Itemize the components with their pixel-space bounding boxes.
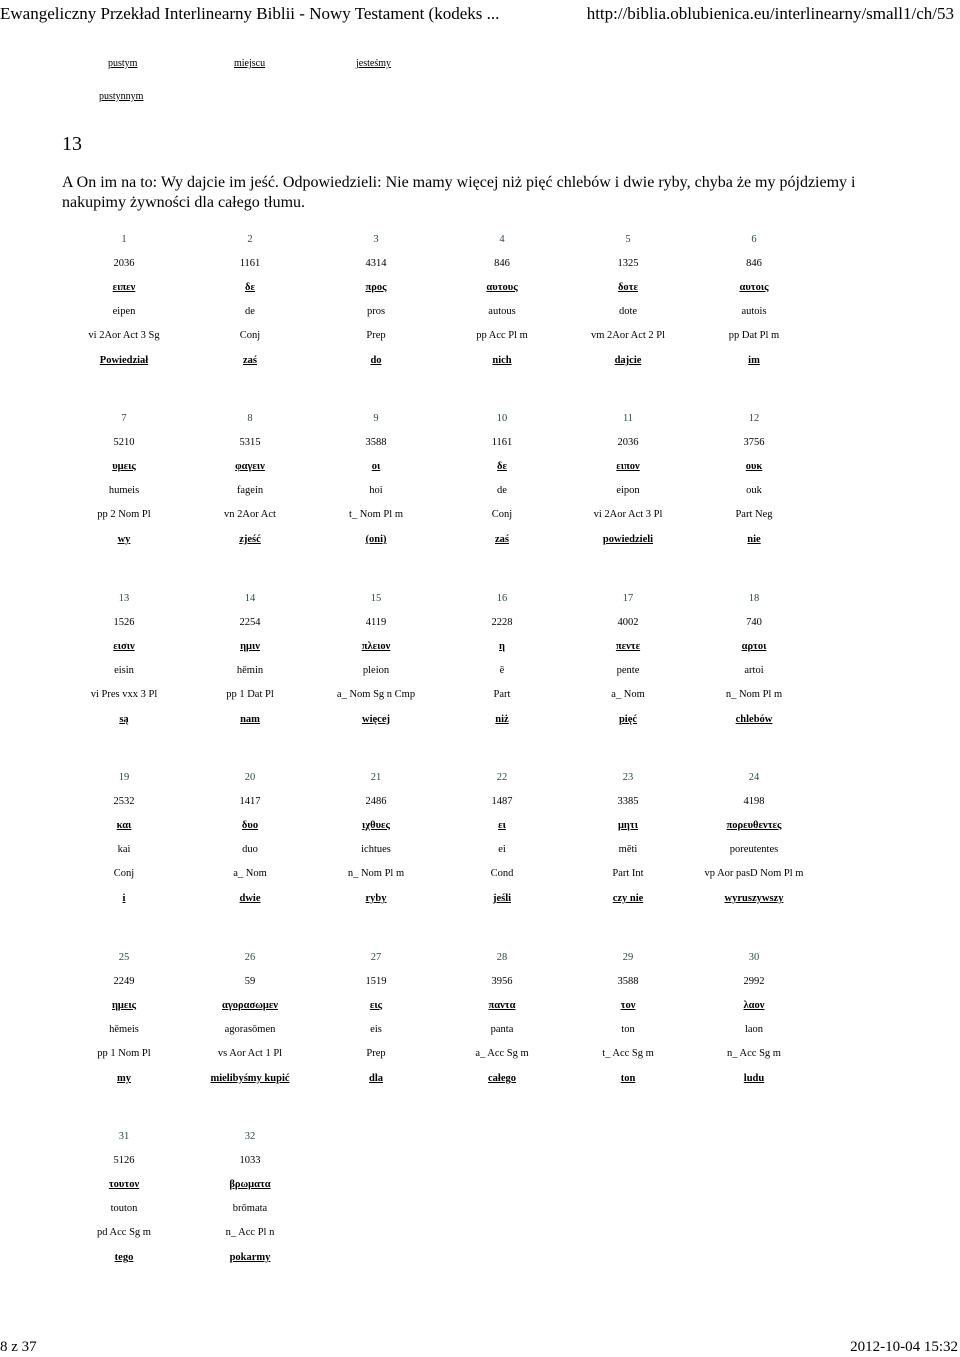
morphology: n_ Acc Pl n xyxy=(225,1227,275,1238)
polish-word-link[interactable]: chlebów xyxy=(735,714,773,725)
strong-number: 2249 xyxy=(113,976,135,987)
polish-word-link[interactable]: powiedzieli xyxy=(602,534,654,545)
word-position: 26 xyxy=(244,952,256,963)
greek-word-link[interactable]: ημιν xyxy=(240,641,260,652)
greek-word-link[interactable]: δυο xyxy=(241,820,259,831)
strong-number: 846 xyxy=(746,258,762,269)
word-position: 13 xyxy=(118,593,130,604)
morphology: a_ Nom xyxy=(233,868,267,879)
transliteration: eipon xyxy=(616,485,640,496)
polish-word-link[interactable]: ludu xyxy=(743,1073,765,1084)
polish-word-link[interactable]: dajcie xyxy=(614,355,642,366)
greek-word-link[interactable]: πεντε xyxy=(615,641,641,652)
strong-number: 1033 xyxy=(239,1155,261,1166)
morphology: vp Aor pasD Nom Pl m xyxy=(704,868,804,879)
greek-word-link[interactable]: προς xyxy=(365,282,387,293)
word-position: 18 xyxy=(748,593,760,604)
morphology: n_ Acc Sg m xyxy=(727,1048,781,1059)
polish-word-link[interactable]: ton xyxy=(620,1073,636,1084)
transliteration: humeis xyxy=(108,485,140,496)
polish-word-link[interactable]: nich xyxy=(492,355,512,366)
polish-word-link[interactable]: pięć xyxy=(618,714,638,725)
greek-word-link[interactable]: πορευθεντες xyxy=(726,820,782,831)
polish-word-link[interactable]: tego xyxy=(114,1252,134,1263)
strong-number: 3588 xyxy=(365,437,387,448)
word-position: 1 xyxy=(121,234,127,245)
greek-word-link[interactable]: μητι xyxy=(617,820,638,831)
polish-word-link[interactable]: wy xyxy=(117,534,131,545)
strong-number: 740 xyxy=(746,617,762,628)
morphology: Part xyxy=(493,689,511,700)
morphology: pp 1 Nom Pl xyxy=(97,1048,151,1059)
word-position: 12 xyxy=(748,413,760,424)
polish-word-link[interactable]: więcej xyxy=(362,714,390,725)
word-position: 2 xyxy=(247,234,253,245)
word-position: 32 xyxy=(244,1131,256,1142)
word-position: 8 xyxy=(247,413,253,424)
strong-number: 1417 xyxy=(239,796,261,807)
transliteration: hoi xyxy=(369,485,383,496)
transliteration: artoi xyxy=(744,665,764,676)
word-position: 20 xyxy=(244,772,256,783)
strong-number: 4002 xyxy=(617,617,639,628)
word-position: 21 xyxy=(370,772,382,783)
greek-word-link[interactable]: δε xyxy=(245,282,255,293)
strong-number: 2228 xyxy=(491,617,513,628)
polish-word-link[interactable]: całego xyxy=(488,1073,516,1084)
greek-word-link[interactable]: και xyxy=(116,820,132,831)
transliteration: mēti xyxy=(618,844,638,855)
word-position: 17 xyxy=(622,593,634,604)
morphology: Cond xyxy=(490,868,514,879)
word-position: 7 xyxy=(121,413,127,424)
polish-word-link[interactable]: do xyxy=(370,355,382,366)
transliteration: pros xyxy=(366,306,386,317)
strong-number: 2036 xyxy=(617,437,639,448)
greek-word-link[interactable]: ιχθυες xyxy=(362,820,390,831)
strong-number: 3756 xyxy=(743,437,765,448)
morphology: vn 2Aor Act xyxy=(224,509,276,520)
polish-word-link[interactable]: czy nie xyxy=(612,893,644,904)
greek-word-link[interactable]: ειπεν xyxy=(112,282,136,293)
word-position: 19 xyxy=(118,772,130,783)
word-position: 29 xyxy=(622,952,634,963)
previous-word-link[interactable]: jesteśmy xyxy=(356,58,391,69)
polish-word-link[interactable]: im xyxy=(748,355,760,366)
word-position: 22 xyxy=(496,772,508,783)
word-position: 23 xyxy=(622,772,634,783)
morphology: Conj xyxy=(239,330,261,341)
greek-word-link[interactable]: πλειον xyxy=(361,641,391,652)
polish-word-link[interactable]: zaś xyxy=(495,534,509,545)
polish-word-link[interactable]: jeśli xyxy=(492,893,512,904)
morphology: pp 1 Dat Pl xyxy=(226,689,274,700)
strong-number: 2254 xyxy=(239,617,261,628)
word-position: 31 xyxy=(118,1131,130,1142)
strong-number: 1161 xyxy=(239,258,261,269)
verse-text: A On im na to: Wy dajcie im jeść. Odpowiedzieli: Nie mamy więcej niż pięć chlebów i dwie ryby, chyba że my pójdziemy i nakupimy żywności dla całego tłumu. xyxy=(62,174,856,211)
transliteration: eisin xyxy=(114,665,134,676)
morphology: a_ Nom Sg n Cmp xyxy=(336,689,416,700)
strong-number: 1325 xyxy=(617,258,639,269)
print-datetime: 2012-10-04 15:32 xyxy=(850,1339,958,1355)
transliteration: hēmin xyxy=(236,665,264,676)
polish-word-link[interactable]: mielibyśmy kupić xyxy=(210,1073,290,1084)
strong-number: 1487 xyxy=(491,796,513,807)
word-position: 11 xyxy=(622,413,634,424)
word-position: 5 xyxy=(625,234,631,245)
morphology: t_ Acc Sg m xyxy=(602,1048,654,1059)
morphology: a_ Nom xyxy=(611,689,645,700)
morphology: vs Aor Act 1 Pl xyxy=(217,1048,283,1059)
transliteration: fagein xyxy=(236,485,264,496)
transliteration: poreutentes xyxy=(729,844,779,855)
polish-word-link[interactable]: ryby xyxy=(365,893,387,904)
polish-word-link[interactable]: nam xyxy=(240,714,260,725)
greek-word-link[interactable]: αρτοι xyxy=(741,641,767,652)
morphology: Prep xyxy=(366,330,386,341)
morphology: pp 2 Nom Pl xyxy=(97,509,151,520)
polish-word-link[interactable]: zjeść xyxy=(239,534,261,545)
word-position: 4 xyxy=(499,234,505,245)
greek-word-link[interactable]: η xyxy=(499,641,505,652)
transliteration: eipen xyxy=(112,306,136,317)
strong-number: 3956 xyxy=(491,976,513,987)
word-position: 24 xyxy=(748,772,760,783)
transliteration: touton xyxy=(110,1203,138,1214)
transliteration: dote xyxy=(618,306,638,317)
transliteration: hēmeis xyxy=(109,1024,139,1035)
morphology: Part Int xyxy=(612,868,644,879)
transliteration: pleion xyxy=(362,665,390,676)
greek-word-link[interactable]: αυτους xyxy=(486,282,518,293)
word-position: 27 xyxy=(370,952,382,963)
morphology: Part Neg xyxy=(735,509,773,520)
previous-word-link[interactable]: miejscu xyxy=(234,58,266,69)
polish-word-link[interactable]: dwie xyxy=(239,893,261,904)
greek-word-link[interactable]: δοτε xyxy=(617,282,639,293)
transliteration: ichtues xyxy=(361,844,391,855)
polish-word-link[interactable]: my xyxy=(117,1073,131,1084)
polish-word-link[interactable]: i xyxy=(122,893,126,904)
strong-number: 1161 xyxy=(491,437,513,448)
word-position: 10 xyxy=(496,413,508,424)
strong-number: 2486 xyxy=(365,796,387,807)
strong-number: 4119 xyxy=(365,617,387,628)
transliteration: eis xyxy=(370,1024,382,1035)
polish-word-link[interactable]: dla xyxy=(368,1073,383,1084)
polish-word-link[interactable]: są xyxy=(119,714,129,725)
polish-word-link[interactable]: zaś xyxy=(243,355,257,366)
greek-word-link[interactable]: παντα xyxy=(488,1000,516,1011)
polish-word-link[interactable]: niż xyxy=(495,714,509,725)
word-position: 16 xyxy=(496,593,508,604)
morphology: vi Pres vxx 3 Pl xyxy=(90,689,158,700)
polish-word-link[interactable]: pokarmy xyxy=(229,1252,271,1263)
word-position: 15 xyxy=(370,593,382,604)
polish-word-link[interactable]: Powiedział xyxy=(99,355,149,366)
previous-word-link[interactable]: pustym xyxy=(108,58,138,69)
transliteration: agorasōmen xyxy=(224,1024,276,1035)
strong-number: 4314 xyxy=(365,258,387,269)
morphology: pp Acc Pl m xyxy=(476,330,528,341)
transliteration: ouk xyxy=(746,485,762,496)
word-position: 30 xyxy=(748,952,760,963)
transliteration: autous xyxy=(488,306,516,317)
strong-number: 2036 xyxy=(113,258,135,269)
greek-word-link[interactable]: βρωματα xyxy=(229,1179,271,1190)
greek-word-link[interactable]: δε xyxy=(497,461,507,472)
transliteration: de xyxy=(497,485,507,496)
greek-word-link[interactable]: ει xyxy=(498,820,506,831)
greek-word-link[interactable]: ειπον xyxy=(616,461,640,472)
page-counter: 8 z 37 xyxy=(0,1339,37,1355)
greek-word-link[interactable]: λαον xyxy=(743,1000,765,1011)
morphology: Prep xyxy=(366,1048,386,1059)
transliteration: duo xyxy=(242,844,258,855)
transliteration: ē xyxy=(499,665,505,676)
page-url: http://biblia.oblubienica.eu/interlinearny/small1/ch/53 xyxy=(586,4,954,23)
greek-word-link[interactable]: εισιν xyxy=(113,641,135,652)
strong-number: 1526 xyxy=(113,617,135,628)
greek-word-link[interactable]: αυτοις xyxy=(739,282,769,293)
strong-number: 1519 xyxy=(365,976,387,987)
greek-word-link[interactable]: υμεις xyxy=(112,461,136,472)
greek-word-link[interactable]: ουκ xyxy=(745,461,763,472)
greek-word-link[interactable]: τον xyxy=(620,1000,636,1011)
greek-word-link[interactable]: αγορασωμεν xyxy=(221,1000,279,1011)
strong-number: 5210 xyxy=(113,437,135,448)
morphology: a_ Acc Sg m xyxy=(475,1048,529,1059)
greek-word-link[interactable]: φαγειν xyxy=(235,461,265,472)
strong-number: 2532 xyxy=(113,796,135,807)
strong-number: 59 xyxy=(244,976,256,987)
transliteration: panta xyxy=(490,1024,514,1035)
polish-word-link[interactable]: nie xyxy=(747,534,761,545)
morphology: pd Acc Sg m xyxy=(97,1227,151,1238)
morphology: vi 2Aor Act 3 Pl xyxy=(593,509,663,520)
morphology: t_ Nom Pl m xyxy=(349,509,403,520)
greek-word-link[interactable]: ημεις xyxy=(111,1000,137,1011)
strong-number: 2992 xyxy=(743,976,765,987)
polish-word-link[interactable]: wyruszywszy xyxy=(724,893,784,904)
morphology: pp Dat Pl m xyxy=(728,330,780,341)
transliteration: autois xyxy=(741,306,767,317)
morphology: Conj xyxy=(113,868,135,879)
greek-word-link[interactable]: οι xyxy=(371,461,381,472)
transliteration: pente xyxy=(616,665,640,676)
word-position: 9 xyxy=(373,413,379,424)
transliteration: brōmata xyxy=(232,1203,268,1214)
strong-number: 5126 xyxy=(113,1155,135,1166)
word-position: 28 xyxy=(496,952,508,963)
verse-number: 13 xyxy=(62,133,82,155)
strong-number: 846 xyxy=(494,258,510,269)
transliteration: ei xyxy=(498,844,506,855)
word-position: 14 xyxy=(244,593,256,604)
word-position: 3 xyxy=(373,234,379,245)
greek-word-link[interactable]: εις xyxy=(369,1000,383,1011)
transliteration: kai xyxy=(117,844,131,855)
morphology: n_ Nom Pl m xyxy=(725,689,783,700)
strong-number: 3385 xyxy=(617,796,639,807)
morphology: vm 2Aor Act 2 Pl xyxy=(590,330,666,341)
transliteration: laon xyxy=(744,1024,764,1035)
greek-word-link[interactable]: τουτον xyxy=(108,1179,140,1190)
strong-number: 3588 xyxy=(617,976,639,987)
morphology: n_ Nom Pl m xyxy=(347,868,405,879)
polish-word-link[interactable]: (oni) xyxy=(365,534,387,545)
strong-number: 4198 xyxy=(743,796,765,807)
morphology: vi 2Aor Act 3 Sg xyxy=(88,330,160,341)
strong-number: 5315 xyxy=(239,437,261,448)
transliteration: de xyxy=(245,306,255,317)
morphology: Conj xyxy=(491,509,513,520)
transliteration: ton xyxy=(621,1024,635,1035)
word-position: 25 xyxy=(118,952,130,963)
previous-word-link[interactable]: pustynnym xyxy=(99,91,144,102)
word-position: 6 xyxy=(751,234,757,245)
page-title: Ewangeliczny Przekład Interlinearny Biblii - Nowy Testament (kodeks ... xyxy=(0,4,500,23)
